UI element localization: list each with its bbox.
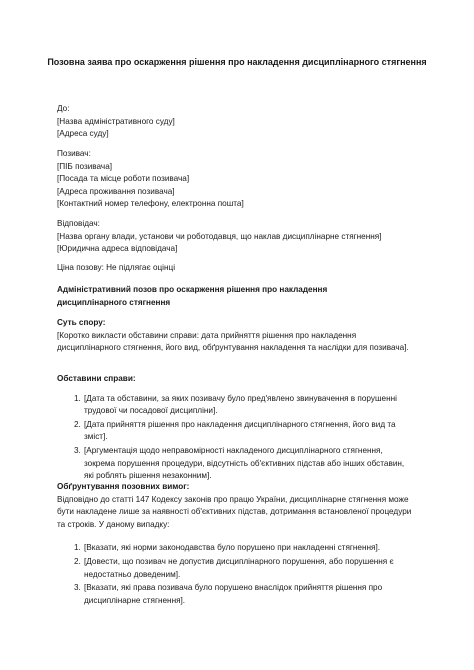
- addressee-block: [57, 103, 427, 141]
- list-item: [57, 542, 415, 555]
- plaintiff-position: [Посада та місце роботи позивача]: [57, 174, 190, 184]
- plaintiff-address: [Адреса проживання позивача]: [57, 186, 175, 196]
- dispute-text: [Коротко викласти обставини справи: дата прийняття рішення про накладення дисциплінарного стягнення, його вид, обґрунтування накладення та наслідки для позивача].: [57, 330, 409, 353]
- addressee-label: До:: [57, 104, 70, 113]
- plaintiff-block: [57, 148, 427, 211]
- list-item-text: [Довести, що позивач не допустив дисциплінарного порушення, або порушення є недостатньо доведеним].: [84, 556, 394, 579]
- list-item-number: 3.: [74, 445, 81, 455]
- list-item: [57, 393, 407, 418]
- list-item: [57, 419, 407, 444]
- circumstances-list: [57, 393, 407, 483]
- grounds-heading: Обґрунтування позовних вимог:: [57, 482, 190, 491]
- list-item-text: [Дата та обставини, за яких позивачу було пред'явлено звинувачення в порушенні трудової чи посадової дисципліни].: [84, 393, 397, 416]
- grounds-section: [57, 481, 415, 607]
- list-item-text: [Дата прийняття рішення про накладення дисциплінарного стягнення, його вид та зміст].: [84, 419, 396, 442]
- defendant-name: [Назва органу влади, установи чи роботодавця, що наклав дисциплінарне стягнення]: [57, 231, 382, 241]
- court-name: [Назва адміністративного суду]: [57, 116, 175, 126]
- grounds-list: [57, 542, 415, 607]
- claim-price-block: [57, 262, 427, 275]
- circumstances-heading: Обставини справи:: [57, 374, 136, 383]
- list-item-number: 1.: [74, 543, 81, 553]
- defendant-address: [Юридична адреса відповідача]: [57, 244, 178, 254]
- claim-heading-text: Адміністративний позов про оскарження рішення про накладення дисциплінарного стягнення: [57, 285, 328, 307]
- plaintiff-label: Позивач:: [57, 149, 91, 158]
- list-item-text: [Вказати, які права позивача було порушено внаслідок прийняття рішення про дисциплінарне стягнення].: [84, 583, 383, 605]
- list-item: [57, 556, 415, 581]
- defendant-block: [57, 218, 427, 256]
- list-item-text: [Аргументація щодо неправомірності накладеного дисциплінарного стягнення, зокрема порушення процедури, відсутність об'єктивних підстав або інших обставин, які роблять рішення незаконним].: [84, 445, 405, 481]
- court-address: [Адреса суду]: [57, 129, 109, 139]
- plaintiff-name: [ПІБ позивача]: [57, 161, 113, 171]
- grounds-text: Відповідно до статті 147 Кодексу законів про працю України, дисциплінарне стягнення може бути накладене лише за наявності об'єктивних підстав, дотримання встановленої процедури та строків. У даному випадку:: [57, 494, 412, 529]
- plaintiff-contacts: [Контактний номер телефону, електронна пошта]: [57, 199, 244, 209]
- list-item: [57, 445, 407, 483]
- claim-heading: [57, 284, 387, 309]
- list-item-number: 2.: [74, 419, 81, 429]
- claim-price: Ціна позову: Не підлягає оцінці: [57, 263, 176, 272]
- circumstances-section: [57, 373, 407, 483]
- dispute-heading: Суть спору:: [57, 318, 106, 327]
- defendant-label: Відповідач:: [57, 219, 100, 228]
- list-item-number: 3.: [74, 583, 81, 593]
- document-title: Позовна заява про оскарження рішення про накладення дисциплінарного стягнення: [47, 57, 427, 67]
- dispute-section: [57, 317, 412, 355]
- list-item-number: 2.: [74, 556, 81, 566]
- list-item: [57, 582, 415, 607]
- list-item-text: [Вказати, які норми законодавства було порушено при накладенні стягнення].: [84, 543, 381, 553]
- list-item-number: 1.: [74, 393, 81, 403]
